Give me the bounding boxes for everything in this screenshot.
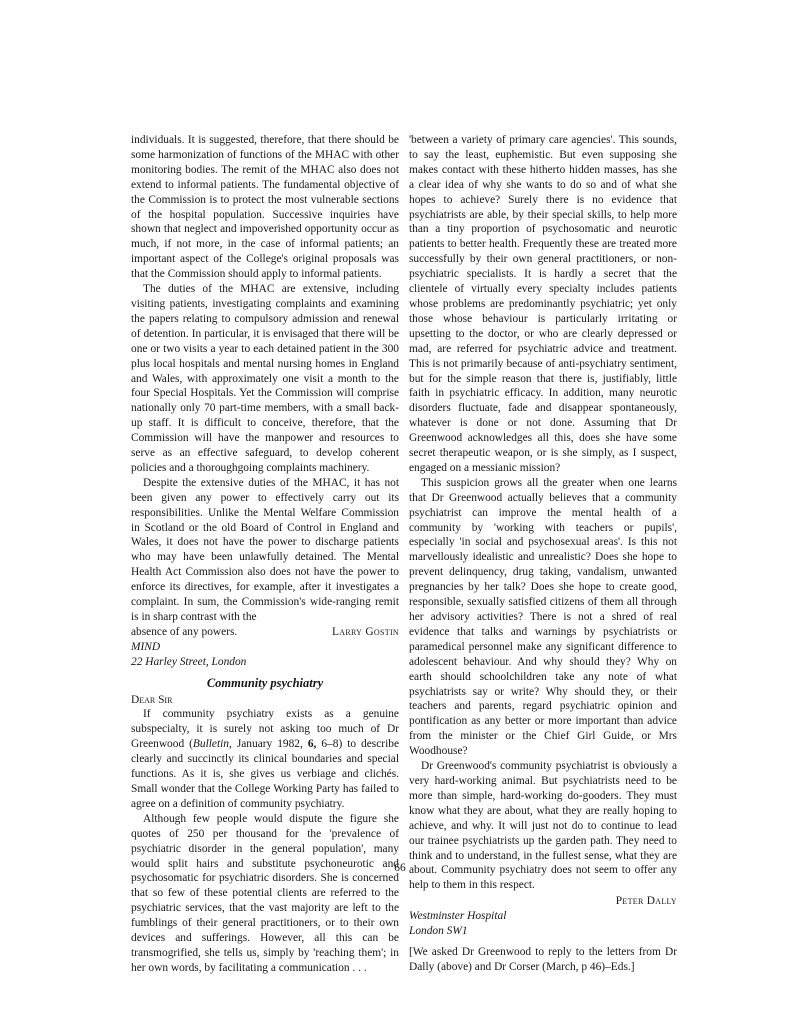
affiliation-org: MIND	[131, 640, 161, 653]
author-signature: Larry Gostin	[332, 625, 399, 638]
text-run: 6–8) to describe clearly and succinctly its clinical boundaries and special functions. As it is, she gives us verbiage and clichés. Small wonder that the College Working Party has failed to agree on a definition of community psychiatry.	[131, 738, 399, 810]
salutation: Dear Sir	[131, 693, 173, 706]
paragraph	[131, 707, 399, 811]
author-signature: Peter Dally	[615, 895, 677, 908]
paragraph: The duties of the MHAC are extensive, including visiting patients, investigating complaints and examining the papers relating to compulsory admission and renewal of detention. In particular, it is envisaged that there will be one or two visits a year to each detained patient in the 300 plus local hospitals and mental nursing homes in England and Wales, with approximately one visit a month to the four Special Hospitals. Yet the Commission will comprise nationally only 70 part-time members, with a small back-up staff. It is difficult to conceive, therefore, that the Commission will have the manpower and resources to serve as an effective safeguard, to develop coherent policies and a thoroughgoing complaints machinery.	[131, 283, 399, 474]
paragraph: individuals. It is suggested, therefore, that there should be some harmonization of functions of the MHAC with other monitoring bodies. The remit of the MHAC also does not extend to informal patients. The fundamental objective of the Commission is to protect the most vulnerable sections of the hospital population. Successive inquiries have shown that neglect and impoverished opportunity occur as much, if not more, in the case of informal patients; an important aspect of the College's original proposals was that the Commission should apply to informal patients.	[131, 134, 399, 281]
paragraph-end: absence of any powers.	[131, 625, 238, 638]
page-number: 66	[394, 862, 406, 874]
paragraph: Although few people would dispute the figure she quotes of 250 per thousand for the 'prevalence of psychiatric disorder in the general population', many would split hairs and substitute psychoneurotic and psychosomatic for psychiatric disorders. She is concerned that so few of these potential clients are referred to the psychiatric services, that the vast majority are left to the fumblings of their general practitioners, or to their own devices and sufferings. However, all this can be transmogrified, she tells us, simply by 'reaching them'; in her own words, by facilitating a communication . . .	[131, 812, 399, 974]
journal-name: Bulletin,	[192, 738, 232, 751]
left-column	[131, 133, 399, 976]
paragraph: 'between a variety of primary care agencies'. This sounds, to say the least, euphemistic. But even supposing she makes contact with these hitherto hidden masses, has she a clear idea of why she wants to do so and of what she hopes to achieve? Surely there is no evidence that psychiatrists are able, by their special skills, to help more than a tiny proportion of psychosomatic and neurotic patients to better health. Frequently these are treated more successfully by their own general practitioners, or non-psychiatric specialists. It is hardly a secret that the clientele of virtually every specialty includes patients whose problems are predominantly psychiatric; yet only those whose behaviour is particularly irritating or upsetting to the doctor, or who are clearly depressed or mad, are referred for psychiatric advice and treatment. This is not primarily because of anti-psychiatry sentiment, but for the simple reason that there is, justifiably, little faith in psychiatric efficacy. In addition, many neurotic disorders fluctuate, fade and disappear spontaneously, whatever is done or not done. Assuming that Dr Greenwood acknowledges all this, does she have some secret therapeutic weapon, or is she simply, as I suspect, engaged on a messianic mission?	[409, 134, 677, 474]
paragraph: Dr Greenwood's community psychiatrist is obviously a very hard-working animal. But psychiatrists need to be more than simple, hard-working do-gooders. They must know what they are about, what they are really hoping to achieve, and why. It will just not do to continue to lead our trainee psychiatrists up the garden path. They need to think and to understand, in the fullest sense, what they are about. Community psychiatry does not seem to offer any help to them in this respect.	[409, 760, 677, 892]
paragraph: Despite the extensive duties of the MHAC, it has not been given any power to effectively carry out its responsibilities. Unlike the Mental Welfare Commission in Scotland or the old Board of Control in England and Wales, it does not have the power to discharge patients who may have been unlawfully detained. The Mental Health Act Commission also does not have the power to enforce its directives, for example, after it investigates a complaint. In sum, the Commission's wide-ranging remit is in sharp contrast with the	[131, 476, 399, 623]
text-run: January 1982,	[231, 738, 308, 751]
affiliation-org: Westminster Hospital	[409, 910, 507, 923]
volume-number: 6,	[307, 738, 317, 751]
affiliation-address: London SW1	[409, 925, 468, 938]
affiliation-address: 22 Harley Street, London	[131, 655, 247, 668]
section-heading: Community psychiatry	[206, 675, 324, 690]
editor-note: [We asked Dr Greenwood to reply to the letters from Dr Dally (above) and Dr Corser (March, p 46)–Eds.]	[409, 945, 677, 973]
right-column	[409, 133, 677, 975]
text-run: If community psychiatry exists as a genuine subspecialty, it is surely not asking too much of Dr Greenwood (	[131, 708, 399, 751]
signature-line	[131, 625, 399, 640]
paragraph: This suspicion grows all the greater when one learns that Dr Greenwood actually believes that a community psychiatrist can improve the mental health of a community by 'working with teachers or pupils', especially 'in social and psychosexual areas'. Is this not marvellously idealistic and unrealistic? Does she hope to prevent delinquency, drug taking, vandalism, unwanted pregnancies by her talk? Does she hope to create good, responsible, sexually satisfied citizens of them all through her advisory activities? There is not a shred of real evidence that talks and warnings by psychiatrists or paramedical personnel make any significant difference to adolescent behaviour. And why should they? Why on earth should schoolchildren take any note of what psychiatrists say or write? Why should they, or their teachers and parents, regard psychiatric opinion and pontification as any better or more important than advice from the minister or the Chief Girl Guide, or Mrs Woodhouse?	[409, 476, 677, 758]
